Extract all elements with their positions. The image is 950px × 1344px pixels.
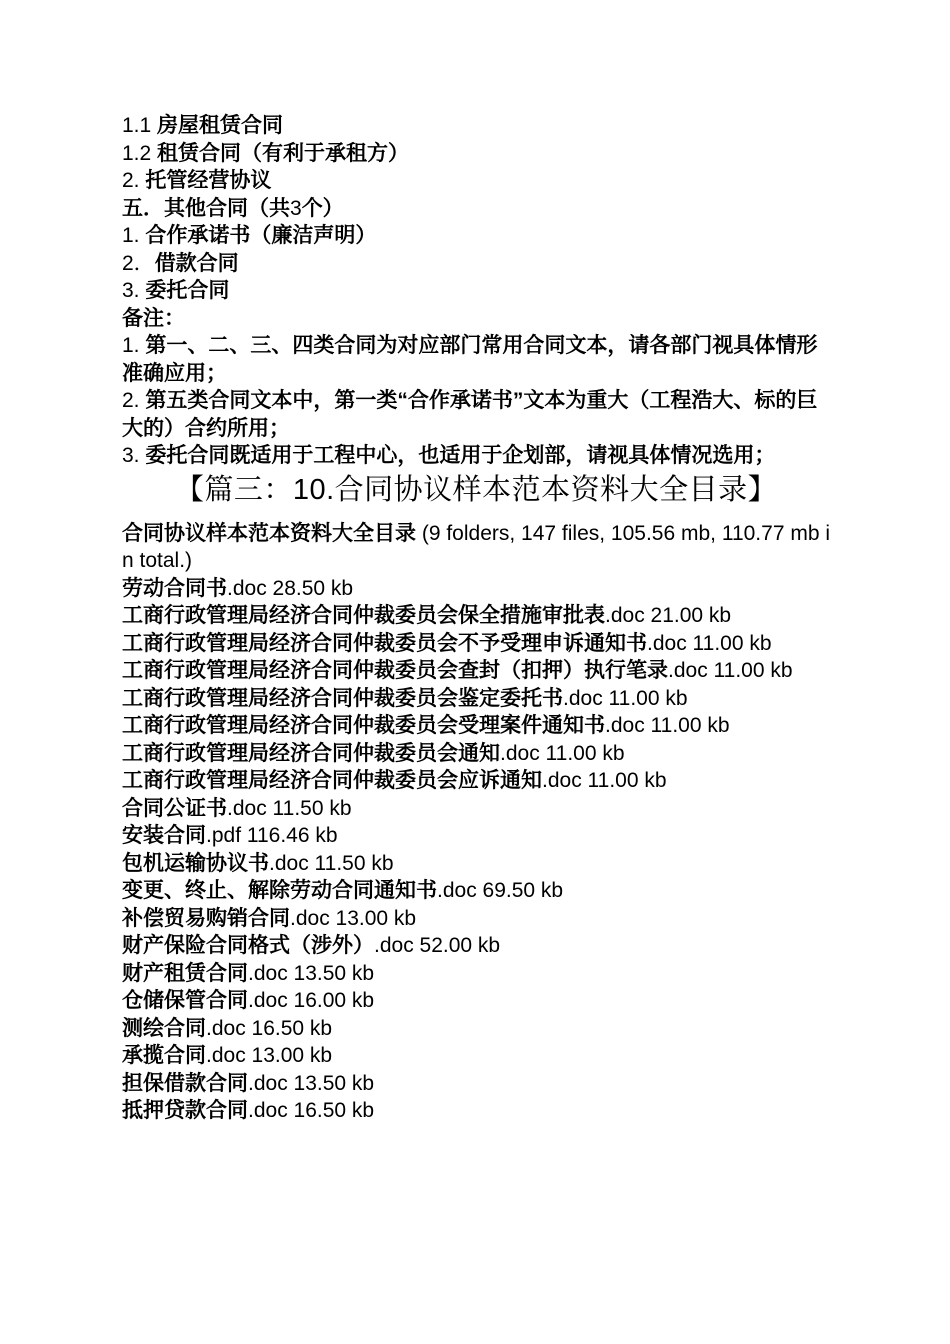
file-meta: .doc 11.00 kb — [647, 631, 772, 655]
file-entry — [116, 767, 836, 795]
section-title-suffix: 个） — [301, 196, 344, 220]
note-number: 2. — [122, 389, 146, 412]
file-name: 工商行政管理局经济合同仲裁委员会不予受理申诉通知书 — [122, 631, 647, 655]
file-name: 变更、终止、解除劳动合同通知书 — [122, 879, 437, 902]
section-count: 3 — [290, 196, 302, 220]
file-meta: .doc 16.00 kb — [248, 989, 375, 1012]
file-meta: .pdf 116.46 kb — [206, 824, 338, 847]
note-number: 1. — [122, 334, 146, 357]
file-name: 工商行政管理局经济合同仲裁委员会查封（扣押）执行笔录 — [122, 659, 668, 682]
document-page — [116, 112, 836, 1125]
file-name: 抵押贷款合同 — [122, 1099, 248, 1122]
file-meta: .doc 11.00 kb — [500, 741, 625, 765]
item-text: 合作承诺书（廉洁声明） — [145, 224, 377, 247]
item-number: 2. — [122, 169, 146, 192]
list-item — [116, 222, 836, 250]
notes-label-text: 备注： — [122, 306, 185, 330]
file-name: 测绘合同 — [122, 1016, 206, 1040]
file-meta: .doc 11.00 kb — [668, 659, 793, 682]
note-text: 委托合同既适用于工程中心，也适用于企划部，请视具体情况选用； — [145, 444, 776, 467]
file-name: 承揽合同 — [122, 1044, 206, 1067]
file-name: 安装合同 — [122, 824, 206, 847]
file-name: 财产保险合同格式（涉外） — [122, 934, 374, 957]
file-meta: .doc 11.00 kb — [563, 686, 688, 710]
item-number: 1. — [122, 224, 146, 247]
note-text: 第五类合同文本中，第一类“合作承诺书”文本为重大（工程浩大、标的巨大的）合约所用； — [122, 389, 818, 440]
item-text: 借款合同 — [154, 251, 239, 275]
file-entry — [116, 932, 836, 960]
file-entry — [116, 877, 836, 905]
file-entry — [116, 822, 836, 850]
file-meta: .doc 13.00 kb — [206, 1044, 333, 1067]
item-text: 租赁合同（有利于承租方） — [157, 141, 410, 165]
catalog-title-text: 合同协议样本范本资料大全目录 — [122, 521, 416, 545]
file-name: 财产租赁合同 — [122, 961, 248, 985]
file-entry — [116, 602, 836, 630]
section-heading: 【篇三：10.合同协议样本范本资料大全目录】 — [174, 473, 778, 506]
file-entry — [116, 712, 836, 740]
file-name: 工商行政管理局经济合同仲裁委员会保全措施审批表 — [122, 604, 605, 627]
file-entry — [116, 1070, 836, 1098]
list-item — [116, 277, 836, 305]
file-name: 合同公证书 — [122, 796, 227, 820]
file-entry — [116, 1015, 836, 1043]
item-number: 2． — [122, 251, 155, 275]
file-meta: .doc 13.00 kb — [290, 906, 417, 930]
catalog-summary: (9 folders, 147 files, 105.56 mb, 110.77 mb in total.) — [122, 521, 831, 572]
file-meta: .doc 11.00 kb — [542, 769, 667, 792]
list-item — [116, 140, 836, 168]
file-entry — [116, 795, 836, 823]
file-list — [116, 575, 836, 1125]
file-meta: .doc 28.50 kb — [227, 576, 354, 600]
file-entry — [116, 1042, 836, 1070]
file-meta: .doc 13.50 kb — [248, 1071, 375, 1095]
note-item — [116, 387, 836, 442]
file-meta: .doc 11.50 kb — [227, 796, 352, 820]
file-meta: .doc 16.50 kb — [248, 1099, 375, 1122]
file-name: 工商行政管理局经济合同仲裁委员会通知 — [122, 741, 500, 765]
file-entry — [116, 630, 836, 658]
file-entry — [116, 960, 836, 988]
list-item — [116, 250, 836, 278]
notes-label — [116, 305, 836, 333]
file-entry — [116, 1097, 836, 1125]
item-text: 委托合同 — [145, 279, 230, 302]
file-meta: .doc 69.50 kb — [437, 879, 564, 902]
file-name: 劳动合同书 — [122, 576, 227, 600]
file-entry — [116, 987, 836, 1015]
file-meta: .doc 13.50 kb — [248, 961, 375, 985]
note-item — [116, 332, 836, 387]
file-entry — [116, 657, 836, 685]
file-name: 补偿贸易购销合同 — [122, 906, 290, 930]
file-meta: .doc 16.50 kb — [206, 1016, 333, 1040]
section-title — [116, 195, 836, 223]
note-item — [116, 442, 836, 470]
file-meta: .doc 11.00 kb — [605, 714, 730, 737]
list-item — [116, 167, 836, 195]
file-name: 担保借款合同 — [122, 1071, 248, 1095]
file-name: 工商行政管理局经济合同仲裁委员会应诉通知 — [122, 769, 542, 792]
file-entry — [116, 685, 836, 713]
catalog-title — [116, 520, 836, 575]
file-name: 仓储保管合同 — [122, 989, 248, 1012]
file-entry — [116, 905, 836, 933]
file-entry — [116, 575, 836, 603]
file-entry — [116, 850, 836, 878]
file-name: 工商行政管理局经济合同仲裁委员会受理案件通知书 — [122, 714, 605, 737]
list-item — [116, 112, 836, 140]
item-number: 3. — [122, 279, 146, 302]
item-text: 托管经营协议 — [145, 169, 272, 192]
file-name: 包机运输协议书 — [122, 851, 269, 875]
file-entry — [116, 740, 836, 768]
file-meta: .doc 52.00 kb — [374, 934, 501, 957]
file-meta: .doc 11.50 kb — [269, 851, 394, 875]
section-title-text: 五．其他合同（共 — [122, 196, 290, 220]
file-meta: .doc 21.00 kb — [605, 604, 732, 627]
note-text: 第一、二、三、四类合同为对应部门常用合同文本，请各部门视具体情形准确应用； — [122, 334, 818, 385]
item-number: 1.2 — [122, 141, 158, 165]
file-name: 工商行政管理局经济合同仲裁委员会鉴定委托书 — [122, 686, 563, 710]
item-number: 1.1 — [122, 114, 158, 137]
note-number: 3. — [122, 444, 146, 467]
item-text: 房屋租赁合同 — [157, 114, 284, 137]
